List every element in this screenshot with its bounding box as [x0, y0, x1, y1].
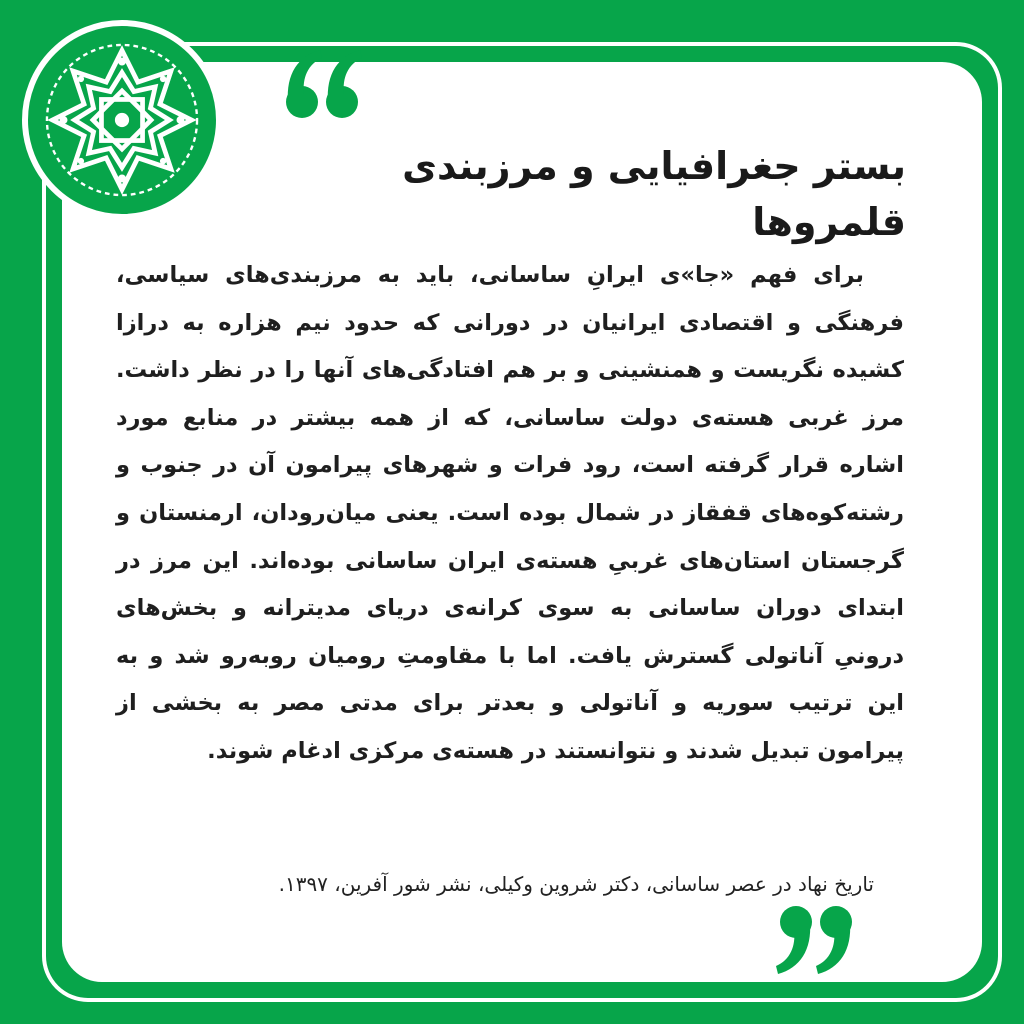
- open-quote-icon: [278, 44, 368, 124]
- logo-badge: [22, 20, 222, 220]
- page-title: بستر جغرافیایی و مرزبندی قلمروها: [402, 144, 906, 244]
- close-quote-icon: [770, 900, 860, 980]
- quote-body: برای فهم «جا»ی ایرانِ ساسانی، باید به مرزبندی‌های سیاسی، فرهنگی و اقتصادی ایرانیان در دورانی که حدود نیم هزاره به درازا کشیده نگریست و همنشینی و بر هم افتادگی‌های آنها را در نظر داشت. مرز غربی هسته‌ی دولت ساسانی، که از همه بیشتر در منابع مورد اشاره قرار گرفته است، رود فرات و شهرهای پیرامون آن در جنوب و رشته‌کوه‌های قفقاز در شمال بوده است. یعنی میان‌رودان، ارمنستان و گرجستان استان‌های غربیِ هسته‌ی ایران ساسانی بوده‌اند. این مرز در ابتدای دوران ساسانی به سوی کرانه‌ی دریای مدیترانه و بخش‌های درونیِ آناتولی گسترش یافت. اما با مقاومتِ رومیان روبه‌رو شد و به این ترتیب سوریه و آناتولی و بعدتر برای مدتی مصر به بخشی از پیرامون تبدیل شدند و نتوانستند در هسته‌ی مرکزی ادغام شوند.: [116, 262, 904, 764]
- geometric-star-logo-icon: [43, 41, 201, 199]
- citation: تاریخ نهاد در عصر ساسانی، دکتر شروین وکیلی، نشر شور آفرین، ۱۳۹۷.: [278, 872, 874, 896]
